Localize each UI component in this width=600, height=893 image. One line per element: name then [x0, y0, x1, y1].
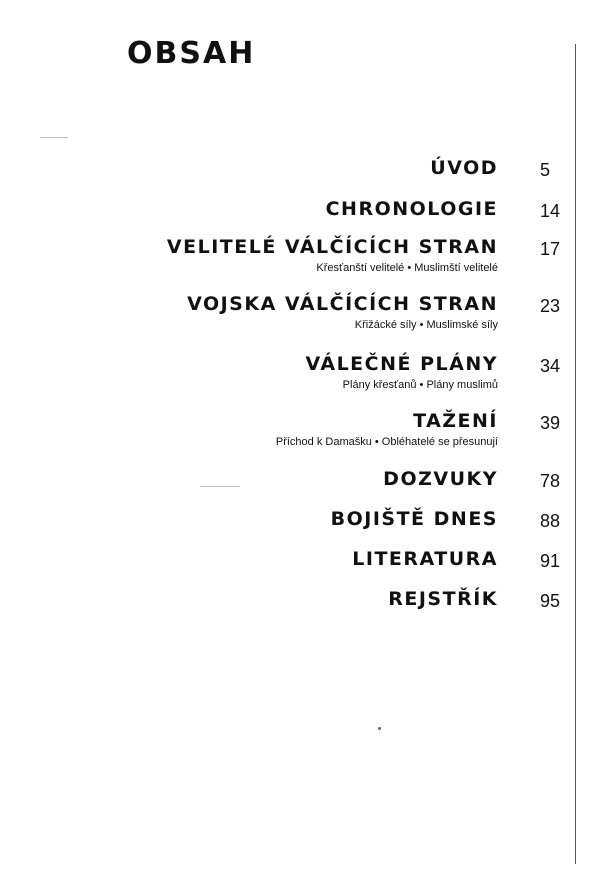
toc-entry-page: 23: [540, 296, 561, 316]
toc-entry-title: VOJSKA VÁLČÍCÍCH STRAN: [187, 293, 498, 315]
toc-entry-title: VELITELÉ VÁLČÍCÍCH STRAN: [166, 236, 498, 258]
toc-entry-title: LITERATURA: [352, 548, 498, 570]
toc-entry-title: DOZVUKY: [383, 468, 498, 490]
toc-entry-title: REJSTŘÍK: [388, 588, 498, 610]
toc-entry-title: TAŽENÍ: [413, 410, 498, 432]
toc-entry-page: 88: [540, 511, 561, 531]
toc-entry-page: 14: [540, 201, 561, 221]
toc-entry-subtitle: Plány křesťanů • Plány muslimů: [342, 379, 498, 391]
toc-entry-page: 34: [540, 356, 561, 376]
toc-entry-title: BOJIŠTĚ DNES: [330, 508, 498, 530]
toc-entry-title: VÁLEČNÉ PLÁNY: [305, 353, 498, 375]
toc-entry-subtitle: Křesťanští velitelé • Muslimští velitelé: [316, 262, 498, 274]
toc-entry-page: 91: [540, 551, 561, 571]
toc-entry-subtitle: Příchod k Damašku • Obléhatelé se přesunují: [275, 436, 498, 448]
page-title: OBSAH: [127, 36, 256, 71]
toc-entry-title: CHRONOLOGIE: [325, 198, 498, 220]
toc-entry-subtitle: Křižácké síly • Muslimské síly: [354, 319, 498, 331]
toc-entry-page: 39: [540, 413, 561, 433]
toc-entry-page: 17: [540, 239, 561, 259]
toc-entry-page: 78: [540, 471, 561, 491]
toc-entry-title: ÚVOD: [430, 157, 498, 179]
toc-entry-page: 5: [540, 160, 551, 180]
toc-entry-page: 95: [540, 591, 561, 611]
